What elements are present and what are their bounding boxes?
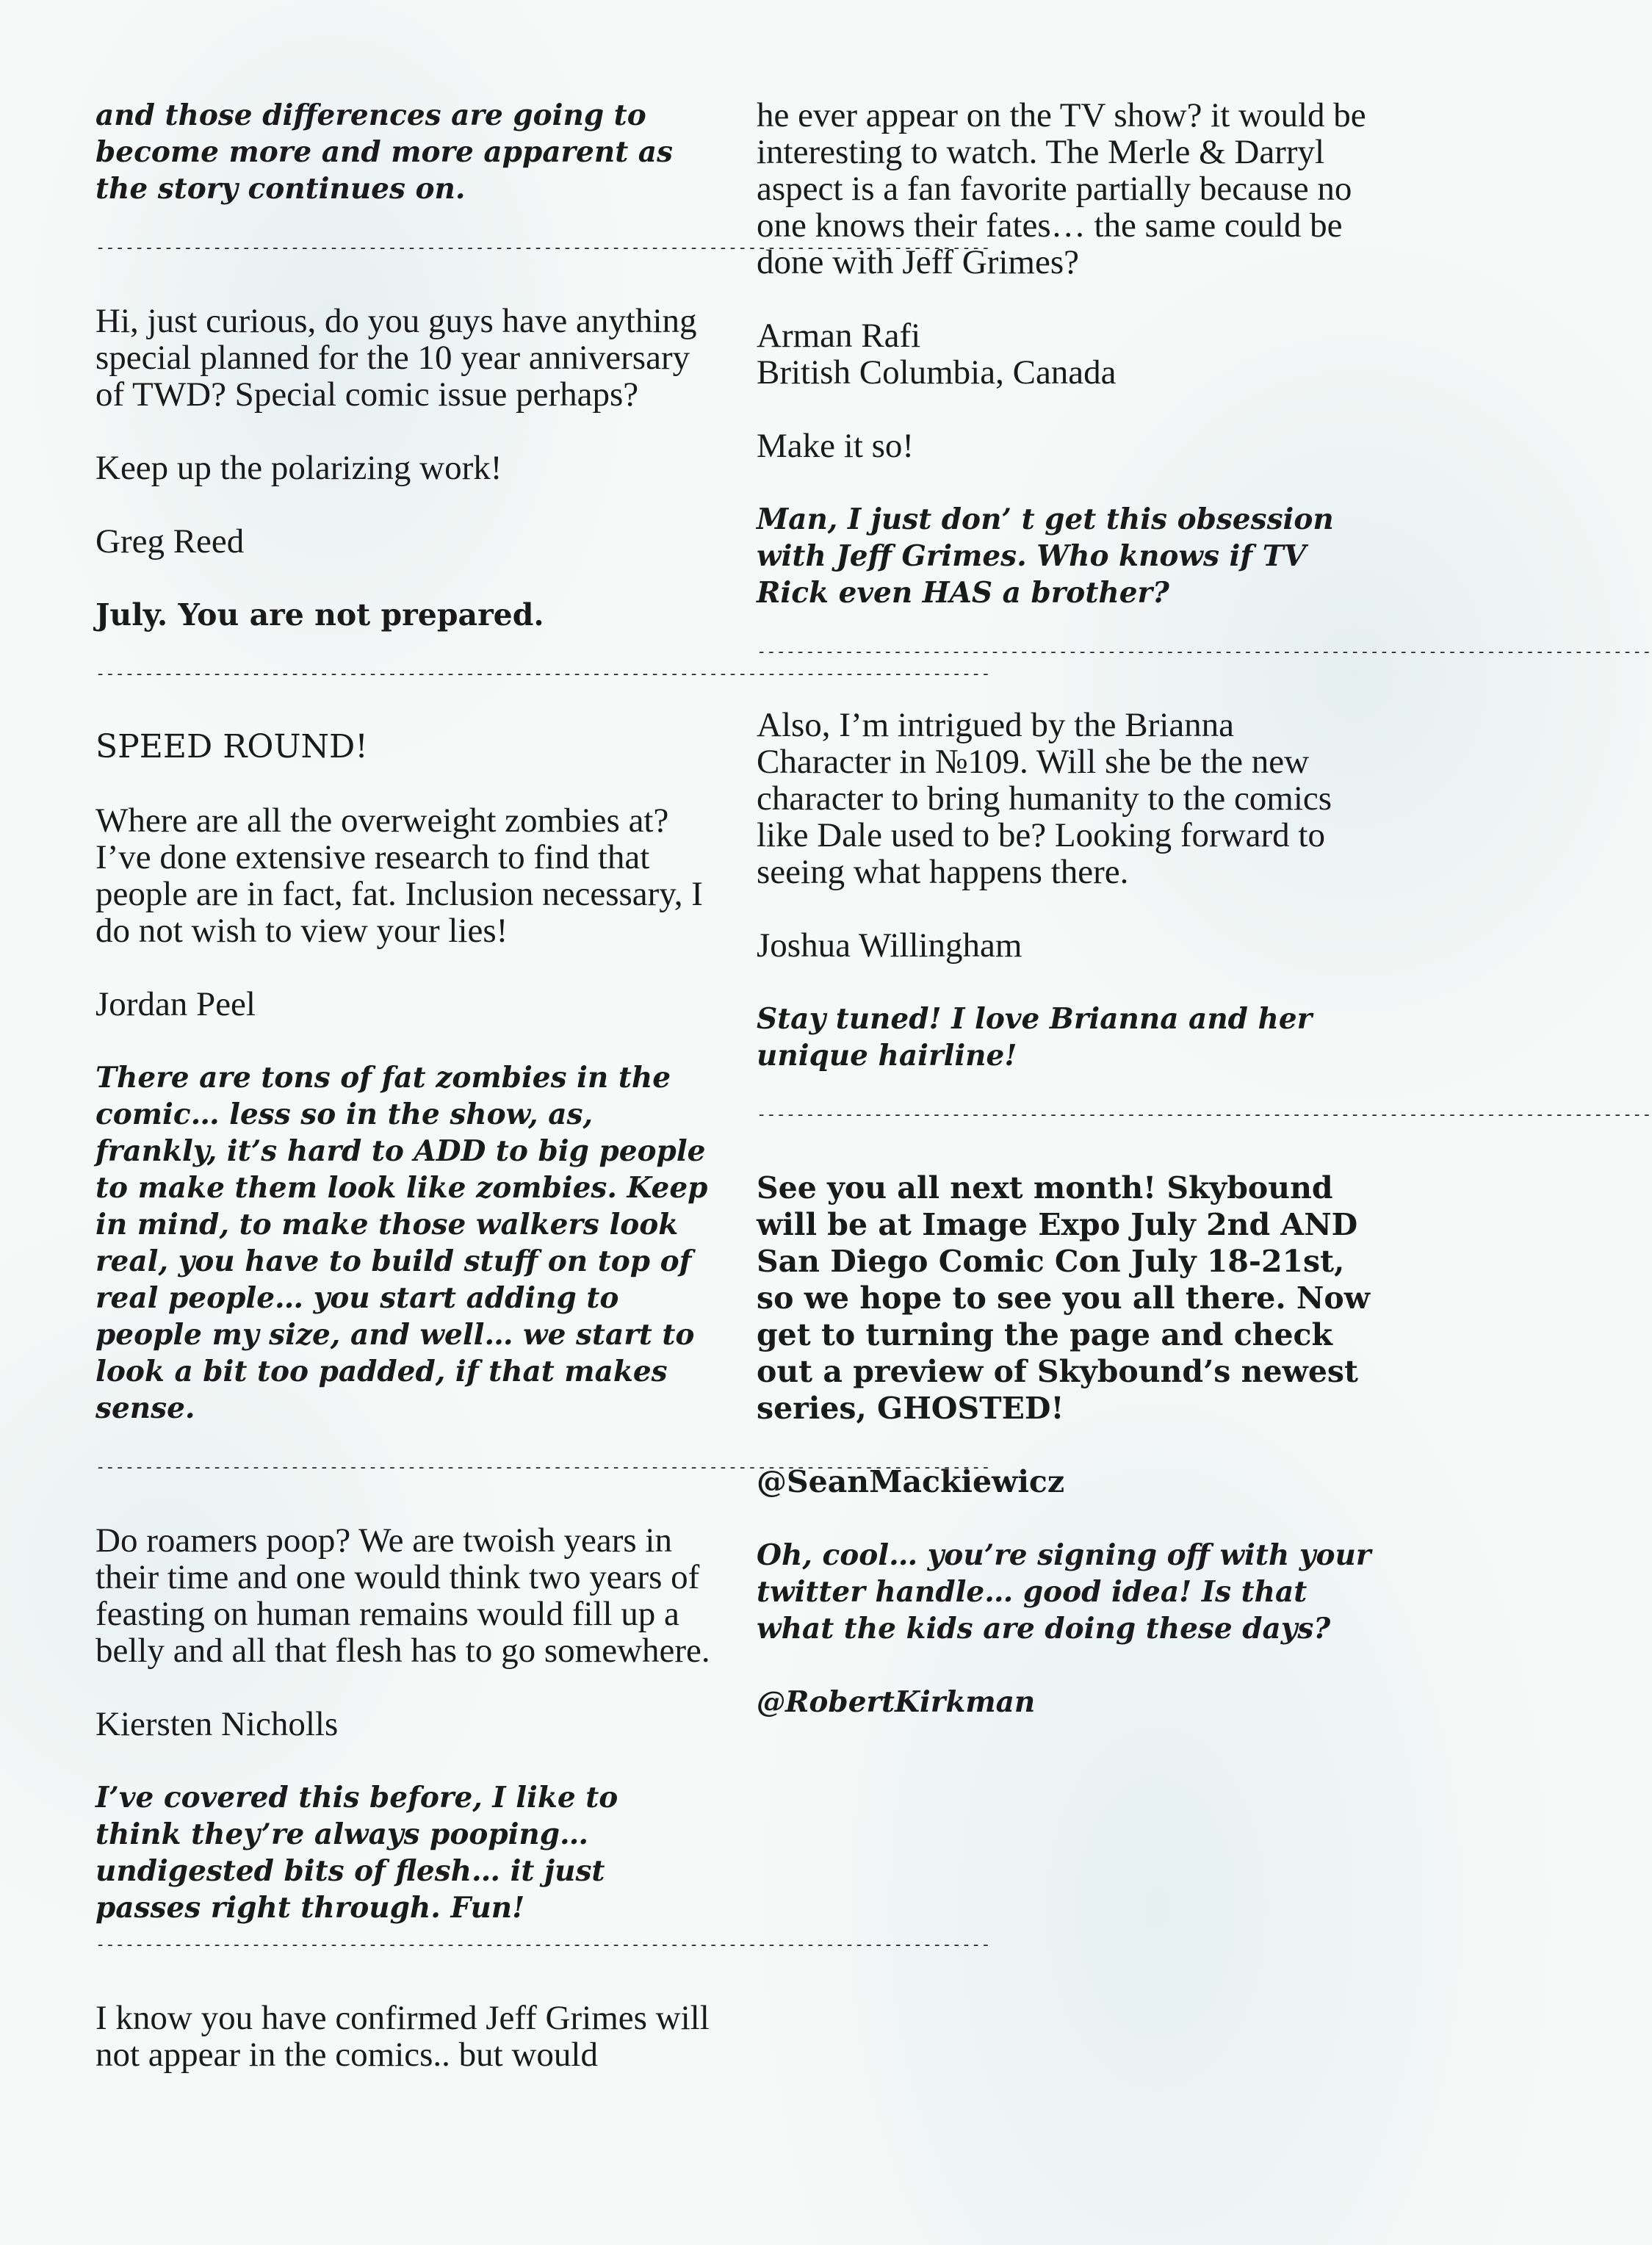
divider: -------------------------------------------------------------------------------------------- [757, 1106, 1652, 1124]
divider: -------------------------------------------------------------------------------------------- [95, 239, 991, 257]
letter-author: Greg Reed [95, 522, 245, 561]
reply-july: July. You are not prepared. [95, 597, 544, 633]
twitter-handle-robert: @RobertKirkman [757, 1685, 1036, 1719]
letter-signoff: Keep up the polarizing work! [95, 449, 502, 487]
letter-author: Kiersten Nicholls [95, 1705, 339, 1743]
reply-brianna: Stay tuned! I love Brianna and her unique hairline! [757, 1002, 1313, 1073]
letter-make-it-so: Make it so! [757, 427, 915, 465]
divider: -------------------------------------------------------------------------------------------- [95, 1936, 991, 1954]
letter-anniversary: Hi, just curious, do you guys have anything special planned for the 10 year anniversary of TWD? Special comic issue perhaps? [95, 302, 697, 414]
reply-pooping: I’ve covered this before, I like to think they’re always pooping… undigested bits of flesh… it just passes right through. Fun! [95, 1781, 618, 1925]
letter-author-location: British Columbia, Canada [757, 353, 1117, 392]
letter-zombies: Where are all the overweight zombies at? I’ve done extensive research to find that people are in fact, fat. Inclusion necessary, I do not wish to view your lies! [95, 801, 703, 950]
reply-twitter: Oh, cool… you’re signing off with your twitter handle… good idea! Is that what the kids are doing these days? [757, 1538, 1371, 1646]
letter-jeff-grimes: I know you have confirmed Jeff Grimes will not appear in the comics.. but would [95, 1999, 710, 2074]
letter-roamers: Do roamers poop? We are twoish years in their time and one would think two years of feasting on human remains would fill up a belly and all that flesh has to go somewhere. [95, 1521, 710, 1670]
right-column [757, 96, 1652, 1757]
letter-author: Jordan Peel [95, 985, 256, 1023]
divider: -------------------------------------------------------------------------------------------- [757, 643, 1652, 661]
section-heading-speed-round: SPEED ROUND! [95, 728, 368, 765]
divider: -------------------------------------------------------------------------------------------- [95, 665, 991, 683]
closing-message: See you all next month! Skybound will be at Image Expo July 2nd AND San Diego Comic Con July 18-21st, so we hope to see you all there. Now get to turning the page and check out a preview of Skybound’s newest series, GHOSTED! [757, 1170, 1371, 1426]
reply-fat-zombies: There are tons of fat zombies in the comic… less so in the show, as, frankly, it’s hard to ADD to big people to make them look like zombies. Keep in mind, to make those walkers look real, you have to build stuff on top of real people… you start adding to people my size, and well… we start to look a bit too padded, if that makes sense. [95, 1061, 708, 1425]
letter-author: Arman Rafi [757, 317, 921, 355]
reply-differences: and those differences are going to become more and more apparent as the story continues on. [95, 98, 674, 206]
letter-author: Joshua Willingham [757, 926, 1022, 965]
twitter-handle-sean: @SeanMackiewicz [757, 1464, 1065, 1499]
reply-obsession: Man, I just don’ t get this obsession with Jeff Grimes. Who knows if TV Rick even HAS a brother? [757, 502, 1334, 610]
letter-brianna: Also, I’m intrigued by the Brianna Character in №109. Will she be the new character to bring humanity to the comics like Dale used to be? Looking forward to seeing what happens there. [757, 706, 1332, 891]
letter-jeff-grimes-cont: he ever appear on the TV show? it would be interesting to watch. The Merle & Darryl aspect is a fan favorite partially because no one knows their fates… the same could be done with Jeff Grimes? [757, 96, 1366, 281]
divider: -------------------------------------------------------------------------------------------- [95, 1458, 991, 1477]
